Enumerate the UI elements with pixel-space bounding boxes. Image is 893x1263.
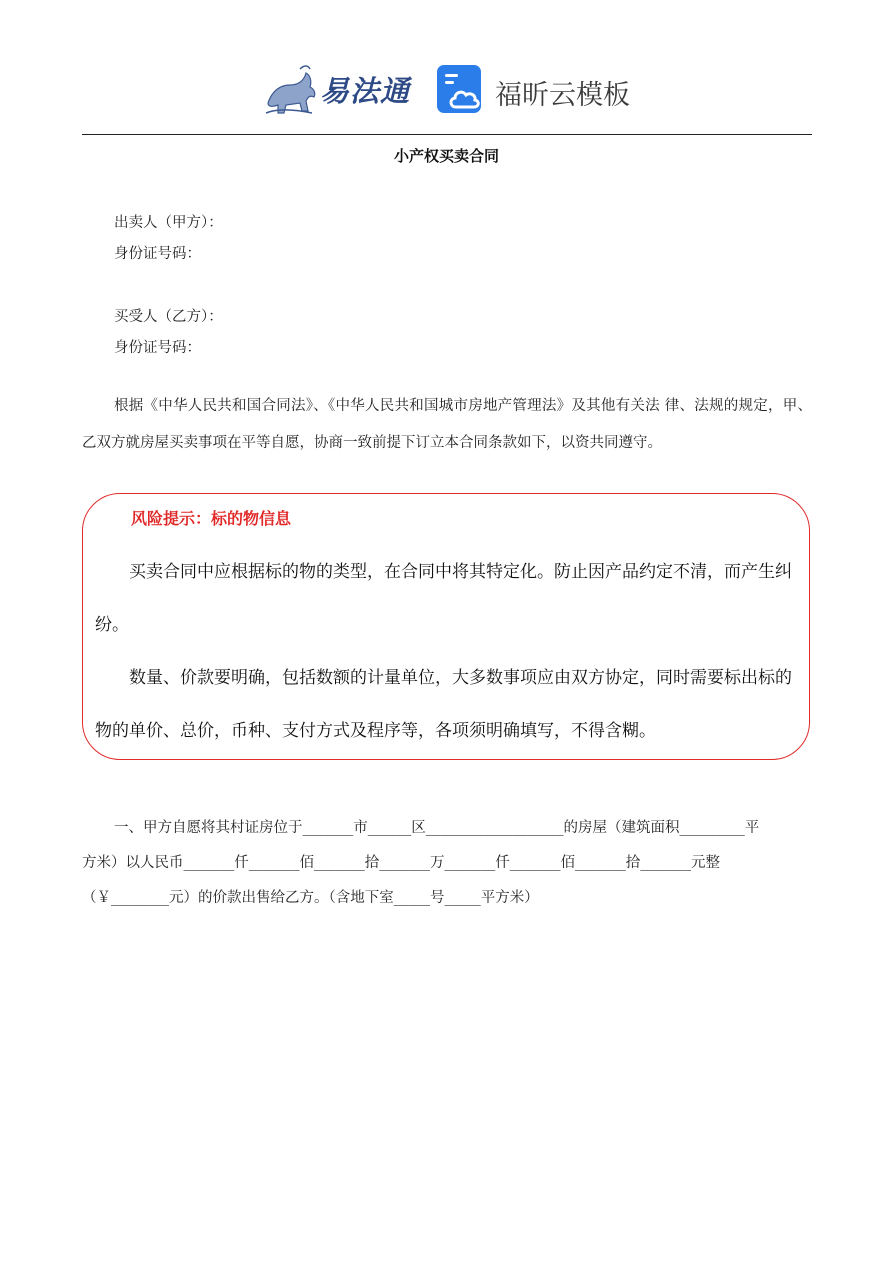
seller-label: 出卖人（甲方）： xyxy=(114,215,223,231)
risk-notice-title: 风险提示：标的物信息 xyxy=(131,509,292,528)
clause-1-line-2: 方米）以人民币_______仟_______佰_______拾_______万_______仟_______佰_______拾_______元整 xyxy=(82,855,720,871)
document-title: 小产权买卖合同 xyxy=(393,147,499,165)
yifatong-logo xyxy=(262,63,412,118)
header-divider xyxy=(82,134,812,135)
foxit-cloud-template-logo xyxy=(436,63,636,118)
qilin-emblem-icon xyxy=(262,63,322,118)
risk-notice-box xyxy=(82,493,810,760)
preamble-paragraph: 根据《中华人民共和国合同法》、《中华人民共和国城市房地产管理法》及其他有关法 律、法规的规定，甲、乙双方就房屋买卖事项在平等自愿，协商一致前提下订立本合同条款如下，以资共同遵守。 xyxy=(82,398,812,451)
cloud-document-icon xyxy=(436,63,486,115)
header xyxy=(0,55,893,125)
yifatong-logo-text: 易法通 xyxy=(320,74,411,108)
seller-id-label: 身份证号码： xyxy=(114,246,201,262)
risk-notice-paragraph-1: 买卖合同中应根据标的物的类型，在合同中将其特定化。防止因产品约定不清，而产生纠纷。 xyxy=(95,562,792,635)
foxit-cloud-template-text: 福昕云模板 xyxy=(495,80,630,111)
buyer-id-label: 身份证号码： xyxy=(114,340,201,356)
risk-notice-paragraph-2: 数量、价款要明确，包括数额的计量单位，大多数事项应由双方协定，同时需要标出标的物的单价、总价，币种、支付方式及程序等，各项须明确填写，不得含糊。 xyxy=(95,668,792,741)
buyer-label: 买受人（乙方）： xyxy=(114,309,223,325)
clause-1-line-1: 一、甲方自愿将其村证房位于_______市______区___________________的房屋（建筑面积_________平 xyxy=(114,820,760,836)
clause-1-line-3: （￥________元）的价款出售给乙方。（含地下室_____号_____平方米） xyxy=(82,890,539,906)
